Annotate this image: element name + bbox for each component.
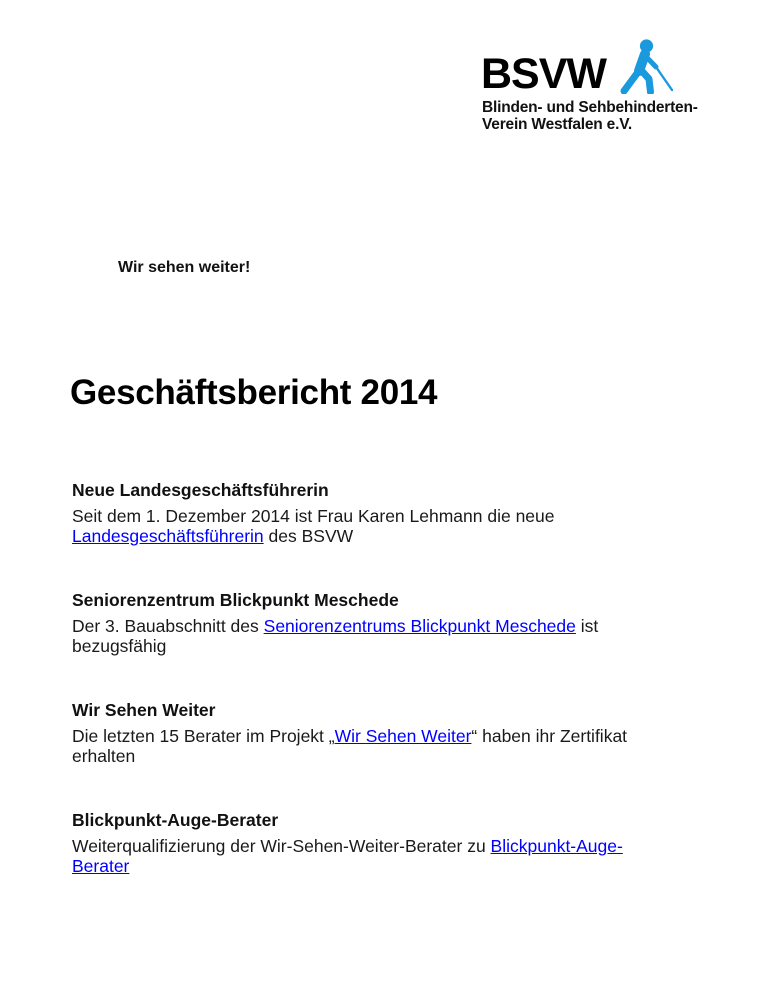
body-text: ist bezugsfähig — [72, 616, 599, 656]
section — [72, 701, 732, 766]
logo-subtitle-line1: Blinden- und Sehbehinderten- — [482, 99, 698, 116]
section-heading: Seniorenzentrum Blickpunkt Meschede — [72, 590, 399, 610]
sections — [72, 481, 732, 921]
page-title: Geschäftsbericht 2014 — [70, 373, 438, 412]
bsvw-logo-text: BSVW — [481, 50, 606, 98]
hyperlink[interactable]: Seniorenzentrums Blickpunkt Meschede — [263, 616, 576, 636]
section-body — [72, 507, 732, 546]
section — [72, 481, 732, 546]
section-heading: Wir Sehen Weiter — [72, 700, 216, 720]
blind-person-cane-icon — [617, 38, 673, 94]
body-text: Der 3. Bauabschnitt des — [72, 616, 264, 636]
section-heading: Neue Landesgeschäftsführerin — [72, 480, 329, 500]
section-body — [72, 837, 732, 876]
body-text: Die letzten 15 Berater im Projekt „ — [72, 726, 335, 746]
section-heading: Blickpunkt-Auge-Berater — [72, 810, 279, 830]
body-text: Weiterqualifizierung der Wir-Sehen-Weiter-Berater zu — [72, 836, 491, 856]
hyperlink[interactable]: Landesgeschäftsführerin — [72, 525, 264, 546]
section — [72, 811, 732, 876]
body-text: Seit dem 1. Dezember 2014 ist Frau Karen Lehmann die neue — [72, 506, 555, 526]
section-body — [72, 617, 732, 656]
body-text: des BSVW — [263, 525, 354, 546]
bsvw-logo-subtitle — [482, 100, 698, 133]
hyperlink[interactable]: Wir Sehen Weiter — [334, 726, 472, 746]
body-text: “ haben ihr Zertifikat erhalten — [72, 726, 628, 766]
slogan: Wir sehen weiter! — [118, 259, 251, 276]
section-body — [72, 727, 732, 766]
hyperlink[interactable]: Blickpunkt-Auge- Berater — [72, 836, 623, 876]
logo-subtitle-line2: Verein Westfalen e.V. — [482, 115, 633, 133]
section — [72, 591, 732, 656]
